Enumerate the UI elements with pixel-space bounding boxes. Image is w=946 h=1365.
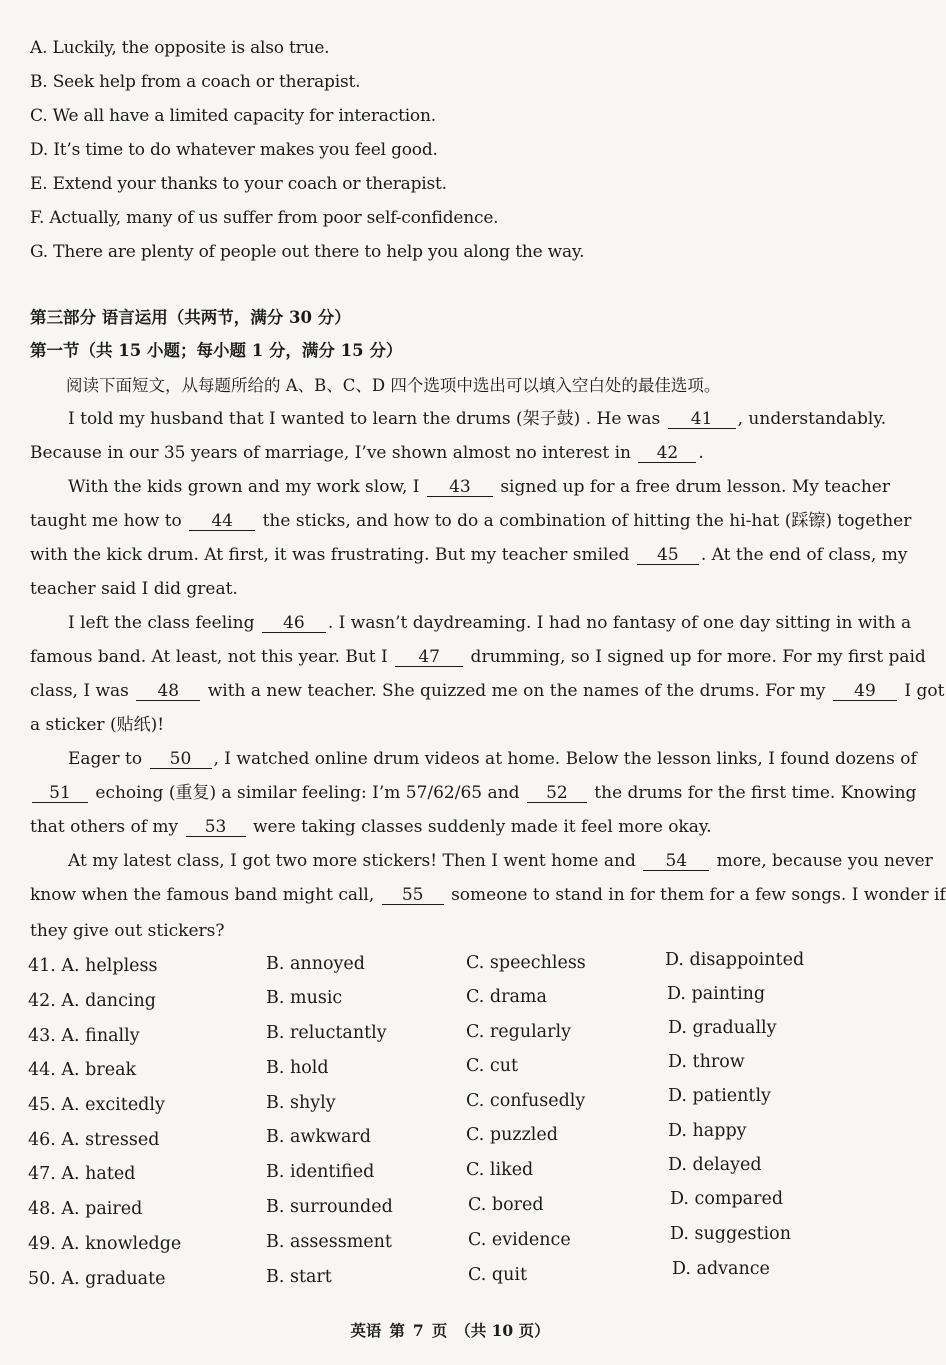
passage-line: I left the class feeling 46 . I wasn’t daydreaming. I had no fantasy of one day sitting in with a [68, 613, 912, 633]
option-d: D. It’s time to do whatever makes you feel good. [30, 140, 438, 160]
footer-subject: 英语 [350, 1321, 382, 1340]
blank-51: 51 [32, 784, 88, 803]
option-c: C. We all have a limited capacity for interaction. [30, 106, 436, 126]
q49-c: C. evidence [468, 1230, 571, 1250]
passage-line: that others of my 53 were taking classes suddenly made it feel more okay. [30, 817, 712, 837]
passage-line: Because in our 35 years of marriage, I’ve shown almost no interest in 42 . [30, 443, 704, 463]
passage-line: famous band. At least, not this year. But I 47 drumming, so I signed up for more. For my first paid [30, 647, 926, 667]
blank-53: 53 [186, 818, 246, 837]
blank-47: 47 [395, 648, 463, 667]
q47-a: 47. A. hated [28, 1164, 136, 1184]
q48-b: B. surrounded [266, 1197, 393, 1217]
q43-a: 43. A. finally [28, 1026, 140, 1046]
blank-50: 50 [150, 750, 212, 769]
q47-b: B. identified [266, 1162, 375, 1182]
q47-d: D. delayed [668, 1155, 762, 1175]
blank-42: 42 [638, 444, 696, 463]
option-e: E. Extend your thanks to your coach or therapist. [30, 174, 447, 194]
q43-c: C. regularly [466, 1022, 571, 1042]
q48-a: 48. A. paired [28, 1199, 143, 1219]
q50-c: C. quit [468, 1265, 527, 1285]
passage-line: With the kids grown and my work slow, I 43 signed up for a free drum lesson. My teacher [68, 477, 890, 497]
blank-46: 46 [262, 614, 326, 633]
q50-a: 50. A. graduate [28, 1269, 166, 1289]
page-footer [0, 1319, 900, 1341]
option-g: G. There are plenty of people out there to help you along the way. [30, 242, 585, 262]
section1-title: 第一节（共 15 小题；每小题 1 分，满分 15 分） [30, 341, 403, 360]
passage-line: they give out stickers? [30, 921, 225, 941]
instruction: 阅读下面短文，从每题所给的 A、B、C、D 四个选项中选出可以填入空白处的最佳选项。 [66, 376, 721, 395]
passage-line: with the kick drum. At first, it was frustrating. But my teacher smiled 45 . At the end of class, my [30, 545, 908, 565]
blank-48: 48 [136, 682, 200, 701]
footer-total-pages: （共 10 页） [455, 1321, 550, 1340]
q49-b: B. assessment [266, 1232, 392, 1252]
option-a: A. Luckily, the opposite is also true. [30, 38, 330, 58]
passage-line: a sticker (贴纸)! [30, 715, 165, 735]
option-b: B. Seek help from a coach or therapist. [30, 72, 361, 92]
option-f: F. Actually, many of us suffer from poor self-confidence. [30, 208, 499, 228]
passage-line: 51 echoing (重复) a similar feeling: I’m 57/62/65 and 52 the drums for the first time. Knowing [30, 782, 880, 804]
q41-d: D. disappointed [665, 950, 805, 970]
q48-c: C. bored [468, 1195, 544, 1215]
q42-c: C. drama [466, 987, 547, 1007]
blank-49: 49 [833, 682, 897, 701]
q41-b: B. annoyed [266, 954, 365, 974]
q45-c: C. confusedly [466, 1091, 586, 1111]
passage-line: I told my husband that I wanted to learn the drums (架子鼓) . He was 41 , understandably. [68, 409, 887, 429]
q44-b: B. hold [266, 1058, 329, 1078]
q41-c: C. speechless [466, 953, 586, 973]
blank-45: 45 [637, 546, 699, 565]
blank-55: 55 [382, 886, 444, 905]
q48-d: D. compared [670, 1189, 784, 1209]
blank-54: 54 [643, 852, 709, 871]
q49-d: D. suggestion [670, 1224, 791, 1244]
passage-line: class, I was 48 with a new teacher. She quizzed me on the names of the drums. For my 49 I got [30, 681, 945, 701]
blank-52: 52 [527, 784, 587, 803]
q50-b: B. start [266, 1267, 332, 1287]
blank-43: 43 [427, 478, 493, 497]
passage-line: know when the famous band might call, 55 someone to stand in for them for a few songs. I wonder if [30, 885, 946, 905]
blank-44: 44 [189, 512, 255, 531]
q49-a: 49. A. knowledge [28, 1234, 182, 1254]
q44-d: D. throw [668, 1052, 745, 1072]
passage-line: teacher said I did great. [30, 579, 238, 599]
q42-b: B. music [266, 988, 343, 1008]
q50-d: D. advance [672, 1259, 770, 1279]
passage-line: taught me how to 44 the sticks, and how to do a combination of hitting the hi-hat (踩镲) together [30, 511, 912, 531]
q46-d: D. happy [668, 1121, 747, 1141]
q46-a: 46. A. stressed [28, 1130, 160, 1150]
footer-page-number: 7 [412, 1321, 424, 1340]
q43-b: B. reluctantly [266, 1023, 387, 1043]
q45-d: D. patiently [668, 1086, 771, 1106]
q41-a: 41. A. helpless [28, 956, 158, 976]
blank-41: 41 [668, 410, 736, 429]
q47-c: C. liked [466, 1160, 534, 1180]
q43-d: D. gradually [668, 1018, 777, 1038]
q45-b: B. shyly [266, 1093, 336, 1113]
passage-line: At my latest class, I got two more stickers! Then I went home and 54 more, because you never [68, 851, 933, 871]
passage-line: Eager to 50 , I watched online drum videos at home. Below the lesson links, I found dozens of [68, 749, 917, 769]
q42-a: 42. A. dancing [28, 991, 156, 1011]
q46-b: B. awkward [266, 1127, 371, 1147]
q44-c: C. cut [466, 1056, 518, 1076]
part3-title: 第三部分 语言运用（共两节，满分 30 分） [30, 308, 351, 327]
footer-page-unit: 页 [431, 1321, 448, 1340]
q42-d: D. painting [667, 984, 766, 1004]
footer-page-label: 第 [389, 1321, 405, 1340]
q46-c: C. puzzled [466, 1125, 558, 1145]
q45-a: 45. A. excitedly [28, 1095, 165, 1115]
q44-a: 44. A. break [28, 1060, 137, 1080]
